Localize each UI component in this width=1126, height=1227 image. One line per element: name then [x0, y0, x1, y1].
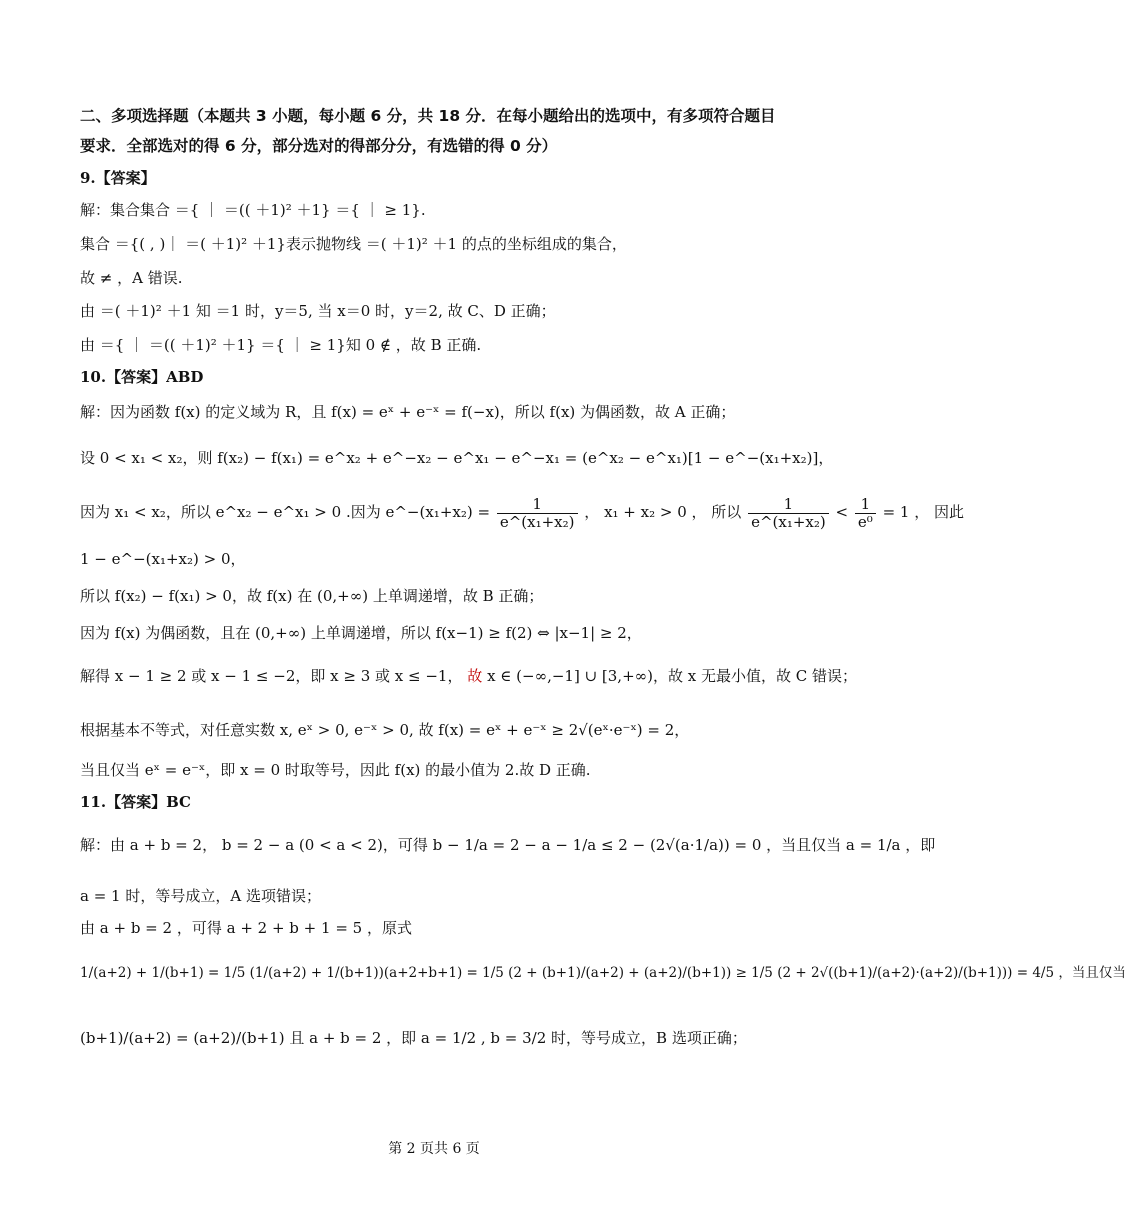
q9-line3: 故 ≠ ，A 错误. — [80, 269, 183, 287]
q9-answer-label: 9.【答案】 — [80, 169, 156, 187]
q10-line7-red: 故 — [467, 667, 483, 685]
q10-fraction-3-den: e⁰ — [857, 512, 873, 531]
q9-line5: 由 ＝{ ｜ ＝(( ＋1)² ＋1} ＝{ ｜ ≥ 1}知 0 ∉ ，故 B 正确. — [80, 336, 482, 354]
q10-line7-text-b: x ∈ (−∞,−1] ∪ [3,+∞)，故 x 无最小值，故 C 错误； — [487, 667, 858, 685]
q10-line4: 1 − e^−(x₁+x₂) > 0， — [80, 550, 246, 568]
q10-line3-text-a: 因为 x₁ < x₂，所以 e^x₂ − e^x₁ > 0 .因为 e^−(x₁+x₂) = — [80, 503, 491, 521]
q10-fraction-3 — [855, 496, 876, 531]
q11-line3: 由 a + b = 2 ，可得 a + 2 + b + 1 = 5 ，原式 — [80, 919, 412, 937]
q10-fraction-1-num: 1 — [497, 496, 578, 514]
q10-fraction-2 — [748, 496, 829, 531]
q10-line7-text-a: 解得 x − 1 ≥ 2 或 x − 1 ≤ −2，即 x ≥ 3 或 x ≤ −1， — [80, 667, 463, 685]
page-footer: 第 2 页共 6 页 — [388, 1141, 480, 1157]
q10-line2: 设 0 < x₁ < x₂，则 f(x₂) − f(x₁) = e^x₂ + e^−x₂ − e^x₁ − e^−x₁ = (e^x₂ − e^x₁)[1 − e^−(x₁+x₂)]， — [80, 449, 834, 467]
q10-line8: 根据基本不等式，对任意实数 x, eˣ > 0, e⁻ˣ > 0, 故 f(x) = eˣ + e⁻ˣ ≥ 2√(eˣ·e⁻ˣ) = 2， — [80, 721, 690, 739]
q10-line6: 因为 f(x) 为偶函数，且在 (0,+∞) 上单调递增，所以 f(x−1) ≥ f(2) ⇔ |x−1| ≥ 2， — [80, 624, 642, 642]
q11-line4: 1/(a+2) + 1/(b+1) = 1/5 (1/(a+2) + 1/(b+1))(a+2+b+1) = 1/5 (2 + (b+1)/(a+2) + (a+2)/(b+1)) ≥ 1/5 (2 + 2√((b+1)/(a+2)·(a+2)/(b+1))) = 4/5 ，当且仅当 — [80, 965, 1126, 981]
q10-line3-text-c: < — [835, 503, 849, 521]
q11-line1: 解：由 a + b = 2， b = 2 − a (0 < a < 2)，可得 b − 1/a = 2 − a − 1/a ≤ 2 − (2√(a·1/a)) = 0 ，当且仅当 a = 1/a ，即 — [80, 836, 936, 854]
q11-line5: (b+1)/(a+2) = (a+2)/(b+1) 且 a + b = 2 ，即 a = 1/2 , b = 3/2 时，等号成立，B 选项正确； — [80, 1029, 747, 1047]
q10-fraction-1-den: e^(x₁+x₂) — [499, 512, 575, 531]
q11-line2: a = 1 时，等号成立，A 选项错误； — [80, 887, 321, 905]
q10-line1: 解：因为函数 f(x) 的定义域为 R，且 f(x) = eˣ + e⁻ˣ = f(−x)，所以 f(x) 为偶函数，故 A 正确； — [80, 403, 736, 421]
q10-line9: 当且仅当 eˣ = e⁻ˣ，即 x = 0 时取等号，因此 f(x) 的最小值为 2.故 D 正确. — [80, 761, 591, 779]
q10-line3-text-b: ， x₁ + x₂ > 0 ， 所以 — [584, 503, 742, 521]
q10-answer-label: 10.【答案】ABD — [80, 368, 204, 386]
section-title-line2: 要求．全部选对的得 6 分，部分选对的得部分分，有选错的得 0 分） — [80, 137, 558, 155]
q9-line1: 解：集合集合 ＝{ ｜ ＝(( ＋1)² ＋1} ＝{ ｜ ≥ 1}. — [80, 201, 426, 219]
q10-line3 — [80, 492, 964, 532]
q10-line5: 所以 f(x₂) − f(x₁) > 0，故 f(x) 在 (0,+∞) 上单调递增，故 B 正确； — [80, 587, 544, 605]
q9-line4: 由 ＝( ＋1)² ＋1 知 ＝1 时，y＝5, 当 x＝0 时，y＝2, 故 C、D 正确； — [80, 302, 556, 320]
q10-line7 — [80, 666, 858, 686]
section-title-line1: 二、多项选择题（本题共 3 小题，每小题 6 分，共 18 分．在每小题给出的选项中，有多项符合题目 — [80, 107, 776, 125]
q11-answer-label: 11.【答案】BC — [80, 793, 191, 811]
q9-line2: 集合 ＝{( , )｜ ＝( ＋1)² ＋1}表示抛物线 ＝( ＋1)² ＋1 的点的坐标组成的集合， — [80, 235, 627, 253]
q10-line3-text-d: = 1 ， 因此 — [882, 503, 964, 521]
q10-fraction-2-num: 1 — [748, 496, 829, 514]
q10-fraction-2-den: e^(x₁+x₂) — [751, 512, 826, 531]
q10-fraction-3-num: 1 — [855, 496, 876, 514]
q10-fraction-1 — [497, 496, 578, 531]
